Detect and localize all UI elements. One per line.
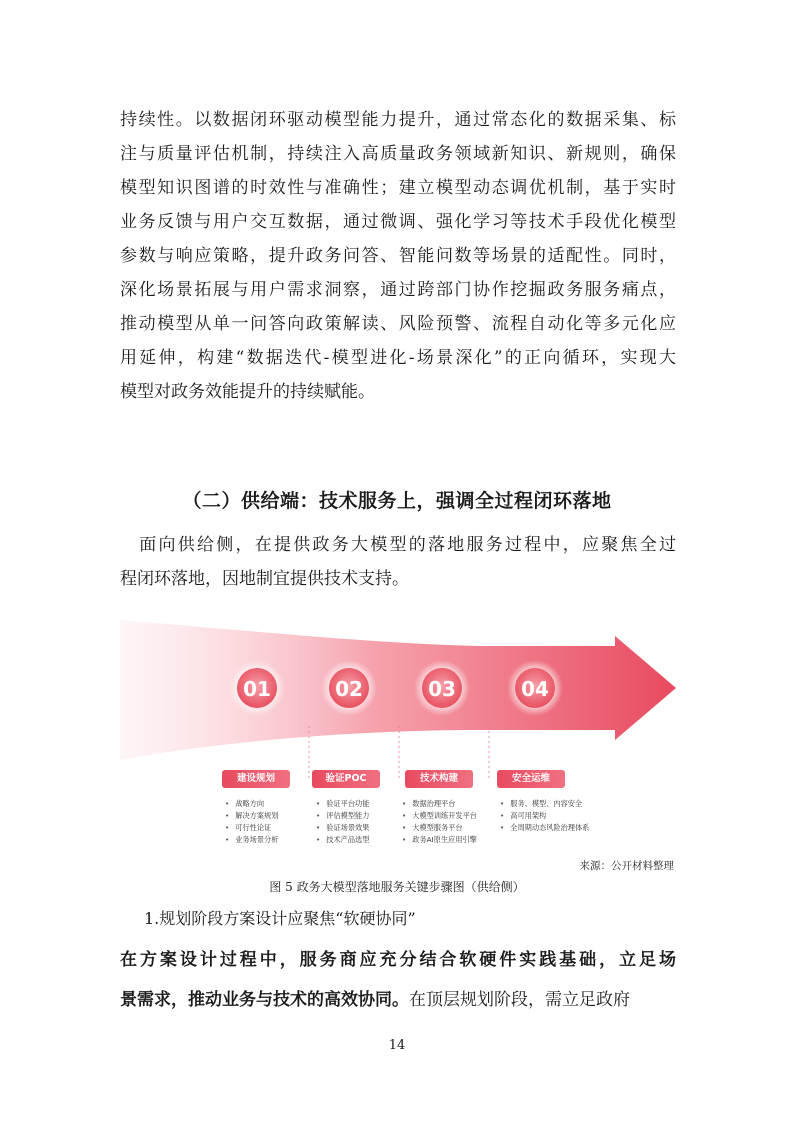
list-item: • 全周期动态风险治理体系 [500,822,589,834]
text-line: 推动模型从单一问答向政策解读、风险预警、流程自动化等多元化应 [120,314,676,334]
step-tag-poc: 验证POC [312,770,380,788]
list-item: • 验证平台功能 [316,798,369,810]
step-list-build [402,798,477,846]
figure-caption: 图 5 政务大模型落地服务关键步骤图（供给侧） [269,880,525,894]
text-line: 深化场景拓展与用户需求洞察，通过跨部门协作挖掘政务服务痛点， [120,280,676,300]
list-item: • 业务场景分析 [225,834,278,846]
list-item: • 高可用架构 [500,810,589,822]
step-number: 04 [521,677,549,701]
list-item: • 解决方案规划 [225,810,278,822]
text-line: 参数与响应策略，提升政务问答、智能问数等场景的适配性。同时， [120,246,676,266]
text-line: 在方案设计过程中，服务商应充分结合软硬件实践基础，立足场 [120,950,676,970]
step-circle-01 [229,660,285,716]
step-circle-03 [414,660,470,716]
step-circle-04 [507,660,563,716]
page-number: 14 [388,1038,406,1053]
arrow-shape [120,620,676,760]
step-number: 03 [428,677,456,701]
list-item: • 验证场景效果 [316,822,369,834]
step-circle-02 [321,660,377,716]
text-line: 程闭环落地，因地制宜提供技术支持。 [120,569,409,589]
regular-text: 在顶层规划阶段，需立足政府 [409,990,630,1010]
text-line: 用延伸，构建“数据迭代-模型进化-场景深化”的正向循环，实现大 [120,348,676,368]
step-number: 01 [243,677,271,701]
list-item: • 大模型服务平台 [402,822,477,834]
list-item: • 数据治理平台 [402,798,477,810]
subheading: 1.规划阶段方案设计应聚焦“软硬协同” [144,909,416,928]
text-line: 业务反馈与用户交互数据，通过微调、强化学习等技术手段优化模型 [120,212,676,232]
text-line: 面向供给侧，在提供政务大模型的落地服务过程中，应聚焦全过 [120,535,676,555]
list-item: • 评估模型能力 [316,810,369,822]
step-list-poc [316,798,369,846]
text-line [120,980,676,1020]
text-line: 注与质量评估机制，持续注入高质量政务领域新知识、新规则，确保 [120,144,676,164]
list-item: • 可行性论证 [225,822,278,834]
step-list-planning [225,798,278,846]
list-item: • 大模型训练开发平台 [402,810,477,822]
text-line: 持续性。以数据闭环驱动模型能力提升，通过常态化的数据采集、标 [120,110,676,130]
figure-source: 来源：公开材料整理 [579,860,674,872]
text-line: 模型知识图谱的时效性与准确性；建立模型动态调优机制，基于实时 [120,178,676,198]
section-heading: （二）供给端：技术服务上，强调全过程闭环落地 [182,490,612,512]
paragraph-3 [120,940,676,1020]
text-line: 模型对政务效能提升的持续赋能。 [120,382,375,402]
list-item: • 政务AI原生应用引擎 [402,834,477,846]
step-tag-build: 技术构建 [405,770,473,788]
step-number: 02 [335,677,363,701]
step-list-operations [500,798,589,834]
bold-text: 景需求，推动业务与技术的高效协同。 [120,990,409,1010]
list-item: • 战略方向 [225,798,278,810]
process-diagram [120,620,676,860]
step-tag-planning: 建设规划 [222,770,290,788]
paragraph-2 [120,528,676,596]
list-item: • 技术产品选型 [316,834,369,846]
list-item: • 服务、模型、内容安全 [500,798,589,810]
step-tag-operations: 安全运维 [497,770,565,788]
paragraph-1 [120,103,676,409]
